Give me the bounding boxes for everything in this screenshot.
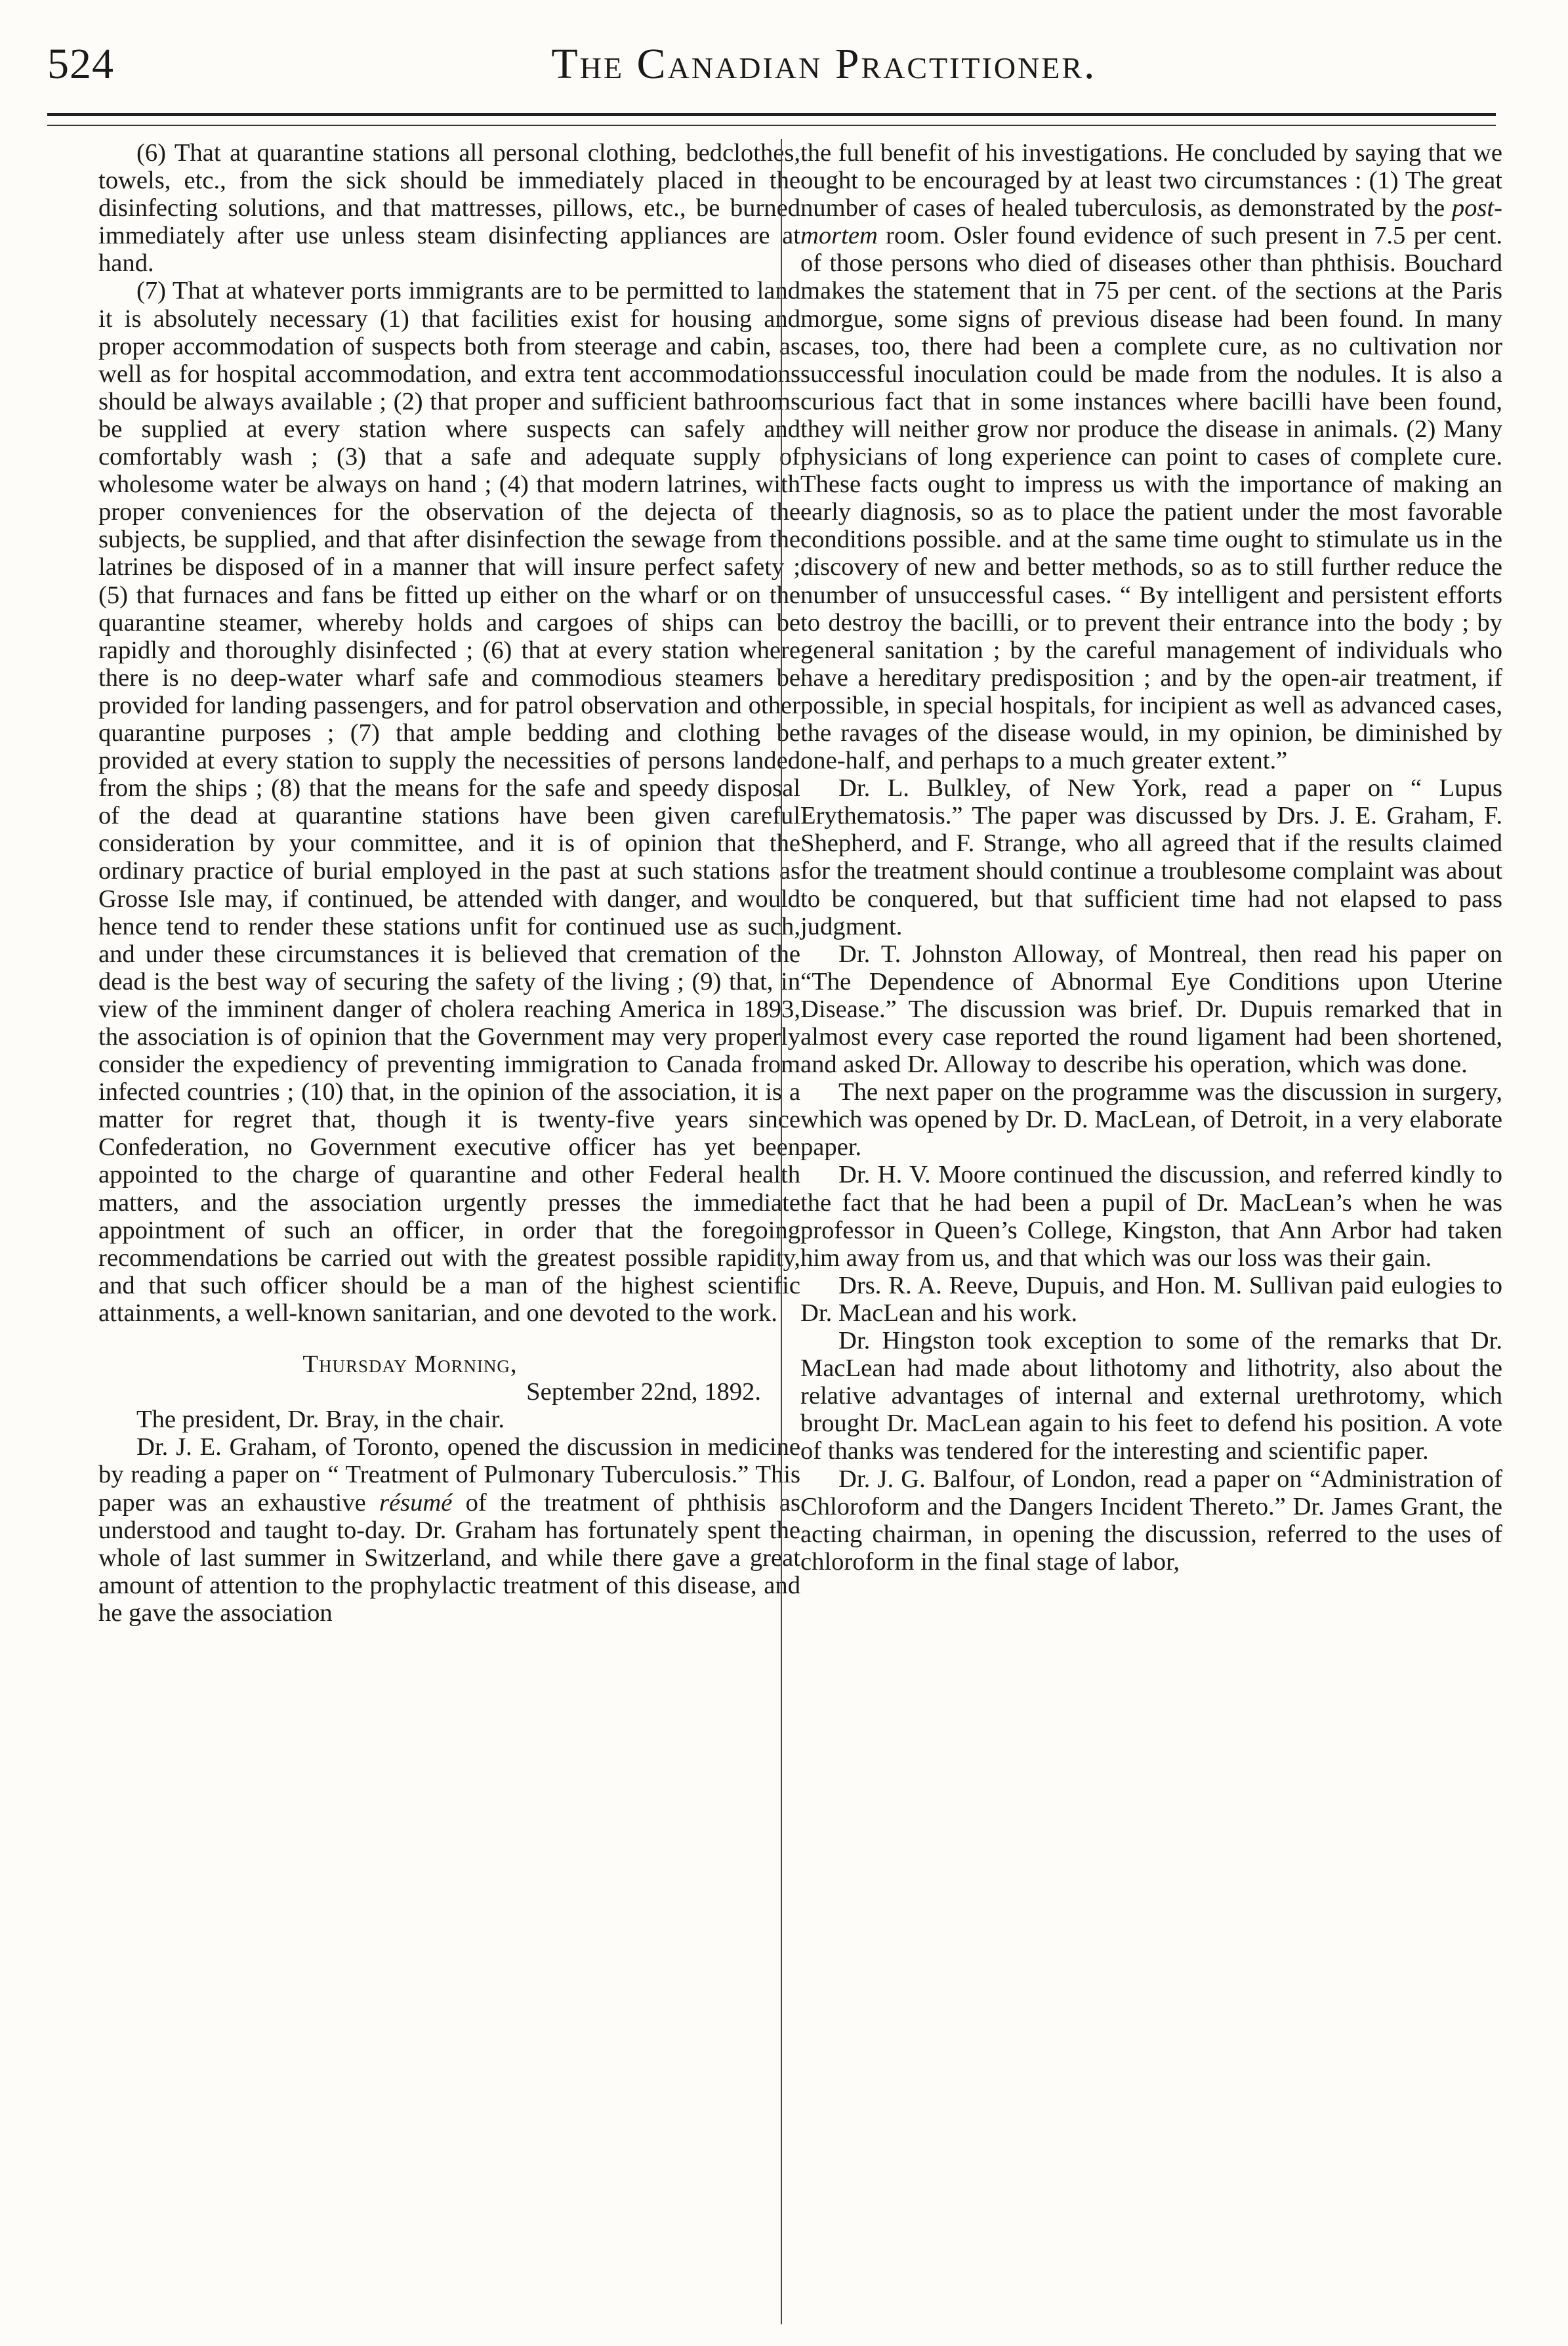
- session-date: September 22nd, 1892.: [526, 1378, 761, 1406]
- paragraph-continued-italic: post-mortem: [800, 194, 1502, 250]
- paragraph-graham: [98, 1433, 800, 1627]
- paragraph-moore: Dr. H. V. Moore continued the discussion, and referred kindly to the fact that he had been a pupil of Dr. MacLean’s when he was professor in Queen’s College, Kingston, that Ann Arbor had taken him away from us, and that which was our loss was their gain.: [800, 1161, 1502, 1272]
- header-rule-thin: [47, 125, 1496, 126]
- session-heading-block: [98, 1351, 800, 1406]
- column-divider: [781, 139, 782, 2324]
- page-number: 524: [47, 40, 114, 88]
- paragraph-eulogies: Drs. R. A. Reeve, Dupuis, and Hon. M. Sullivan paid eulogies to Dr. MacLean and his work.: [800, 1271, 1502, 1327]
- paragraph-graham-text-1: Dr. J. E. Graham, of Toronto, opened the discussion in medicine by reading a paper on “ Treatment of Pulmonary Tuberculosis.” This paper was an exhaustive: [98, 1433, 800, 1517]
- session-heading: Thursday Morning,: [302, 1351, 518, 1379]
- paragraph-graham-text-2: of the treatment of phthisis as understood and taught to-day. Dr. Graham has fortunately spent the whole of last summer in Switzerland, and while there gave a great amount of attention to the prophylactic treatment of this disease, and he gave the association: [98, 1488, 800, 1627]
- page-header: [47, 39, 1496, 118]
- paragraph-continued-text-1: the full benefit of his investigations. He concluded by saying that we ought to be encouraged by at least two circumstances : (1) The great number of cases of healed tuberculosis, as demonstrated by the: [800, 139, 1502, 222]
- right-column: [800, 139, 1502, 1576]
- left-column: [98, 139, 800, 1627]
- header-rule-thick: [47, 113, 1496, 116]
- paragraph-hingston: Dr. Hingston took exception to some of the remarks that Dr. MacLean had made about lithotomy and lithotrity, also about the relative advantages of internal and external urethrotomy, which brought Dr. MacLean again to his feet to defend his position. A vote of thanks was tendered for the interesting and scientific paper.: [800, 1327, 1502, 1465]
- paragraph-chair: The president, Dr. Bray, in the chair.: [136, 1406, 505, 1434]
- paragraph-alloway: Dr. T. Johnston Alloway, of Montreal, then read his paper on “The Dependence of Abnormal Eye Conditions upon Uterine Disease.” The discussion was brief. Dr. Dupuis remarked that in almost every case reported the round ligament had been shortened, and asked Dr. Alloway to describe his operation, which was done.: [800, 940, 1502, 1079]
- paragraph-continued-text-2: room. Osler found evidence of such present in 7.5 per cent. of those persons who died of diseases other than phthisis. Bouchard makes the statement that in 75 per cent. of the sections at the Paris morgue, some signs of previous disease had been found. In many cases, too, there had been a complete cure, as no cultivation nor successful inoculation could be made from the nodules. It is also a curious fact that in some instances where bacilli have been found, they will neither grow nor produce the disease in animals. (2) Many physicians of long experience can point to cases of complete cure. These facts ought to impress us with the importance of making an early diagnosis, so as to place the patient under the most favorable conditions possible. and at the same time ought to stimulate us in the discovery of new and better methods, so as to still further reduce the number of unsuccessful cases. “ By intelligent and persistent efforts to destroy the bacilli, or to prevent their entrance into the body ; by general sanitation ; by the careful management of individuals who have a hereditary predisposition ; and by the open-air treatment, if possible, in special hospitals, for incipient as well as advanced cases, the ravages of the disease would, in my opinion, be diminished by one-half, and perhaps to a much greater extent.”: [800, 222, 1502, 775]
- paragraph-balfour: Dr. J. G. Balfour, of London, read a paper on “Administration of Chloroform and the Dangers Incident Thereto.” Dr. James Grant, the acting chairman, in opening the discussion, referred to the uses of chloroform in the final stage of labor,: [800, 1465, 1502, 1576]
- running-title: The Canadian Practitioner.: [551, 40, 1097, 88]
- paragraph-bulkley: Dr. L. Bulkley, of New York, read a paper on “ Lupus Erythematosis.” The paper was discussed by Drs. J. E. Graham, F. Shepherd, and F. Strange, who all agreed that if the results claimed for the treatment should continue a troublesome complaint was about to be conquered, but that sufficient time had not elapsed to pass judgment.: [800, 774, 1502, 940]
- paragraph-quarantine-7: (7) That at whatever ports immigrants are to be permitted to land it is absolutely necessary (1) that facilities exist for housing and proper accommodation of suspects both from steerage and cabin, as well as for hospital accommodation, and extra tent accommodations should be always available ; (2) that proper and sufficient bathrooms be supplied at every station where suspects can safely and comfortably wash ; (3) that a safe and adequate supply of wholesome water be always on hand ; (4) that modern latrines, with proper conveniences for the observation of the dejecta of the subjects, be supplied, and that after disinfection the sewage from the latrines be disposed of in a manner that will insure perfect safety ; (5) that furnaces and fans be fitted up either on the wharf or on the quarantine steamer, whereby holds and cargoes of ships can be rapidly and thoroughly disinfected ; (6) that at every station where there is no deep-water wharf safe and commodious steamers be provided for landing passengers, and for patrol observation and other quarantine purposes ; (7) that ample bedding and clothing be provided at every station to supply the necessities of persons landed from the ships ; (8) that the means for the safe and speedy disposal of the dead at quarantine stations have been given careful consideration by your committee, and it is of opinion that the ordinary practice of burial employed in the past at such stations as Grosse Isle may, if continued, be attended with danger, and would hence tend to render these stations unfit for continued use as such, and under these circumstances it is believed that cremation of the dead is the best way of securing the safety of the living ; (9) that, in view of the imminent danger of cholera reaching America in 1893, the association is of opinion that the Government may very properly consider the expediency of preventing immigration to Canada from infected countries ; (10) that, in the opinion of the association, it is a matter for regret that, though it is twenty-five years since Confederation, no Government executive officer has yet been appointed to the charge of quarantine and other Federal health matters, and the association urgently presses the immediate appointment of such an officer, in order that the foregoing recommendations be carried out with the greatest possible rapidity, and that such officer should be a man of the highest scientific attainments, a well-known sanitarian, and one devoted to the work.: [98, 277, 800, 1327]
- paragraph-graham-italic: résumé: [379, 1488, 453, 1517]
- paragraph-graham-continued: [800, 139, 1502, 774]
- paragraph-surgery: The next paper on the programme was the discussion in surgery, which was opened by Dr. D. MacLean, of Detroit, in a very elaborate paper.: [800, 1078, 1502, 1162]
- paragraph-quarantine-6: (6) That at quarantine stations all personal clothing, bedclothes, towels, etc., from the sick should be immediately placed in the disinfecting solutions, and that mattresses, pillows, etc., be burned immediately after use unless steam disinfecting appliances are at hand.: [98, 139, 800, 278]
